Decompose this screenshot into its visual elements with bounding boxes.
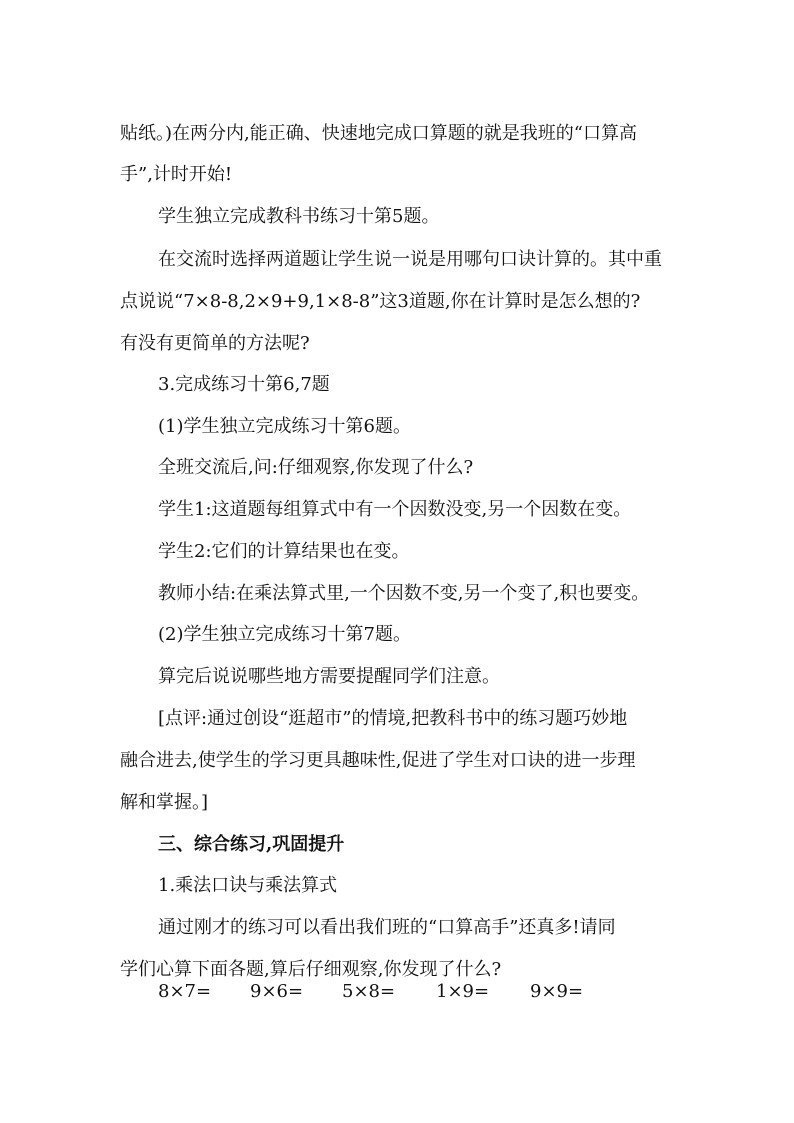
- paragraph-line: 学生2:它们的计算结果也在变。: [158, 541, 410, 562]
- paragraph-line: 学们心算下面各题,算后仔细观察,你发现了什么?: [120, 959, 502, 980]
- paragraph-line: (1)学生独立完成练习十第6题。: [158, 416, 411, 437]
- comment-line: 解和掌握。]: [120, 792, 209, 813]
- paragraph-line: 手”,计时开始!: [120, 164, 233, 185]
- paragraph-line: 贴纸。)在两分内,能正确、快速地完成口算题的就是我班的“口算高: [120, 123, 637, 144]
- paragraph-line: 学生1:这道题每组算式中有一个因数没变,另一个因数在变。: [158, 499, 632, 520]
- paragraph-line: 点说说“7×8-8,2×9+9,1×8-8”这3道题,你在计算时是怎么想的?: [120, 291, 641, 312]
- section-item: 1.乘法口诀与乘法算式: [158, 875, 338, 896]
- paragraph-line: 算完后说说哪些地方需要提醒同学们注意。: [158, 666, 500, 687]
- equation: 5×8=: [342, 981, 396, 1002]
- equation: 9×9=: [530, 981, 584, 1002]
- section-heading: 三、综合练习,巩固提升: [158, 834, 345, 855]
- equation: 9×6=: [250, 981, 304, 1002]
- paragraph-line: 教师小结:在乘法算式里,一个因数不变,另一个变了,积也要变。: [158, 583, 650, 604]
- paragraph-line: 学生独立完成教科书练习十第5题。: [158, 206, 440, 227]
- equation: 1×9=: [436, 981, 490, 1002]
- paragraph-line: 有没有更简单的方法呢?: [120, 333, 310, 354]
- paragraph-line: 在交流时选择两道题让学生说一说是用哪句口诀计算的。其中重: [158, 249, 662, 270]
- comment-line: [点评:通过创设“逛超市”的情境,把教科书中的练习题巧妙地: [158, 708, 628, 729]
- paragraph-line: 通过刚才的练习可以看出我们班的“口算高手”还真多!请同: [158, 917, 616, 938]
- paragraph-line: (2)学生独立完成练习十第7题。: [158, 624, 411, 645]
- section-item: 3.完成练习十第6,7题: [158, 374, 330, 395]
- comment-line: 融合进去,使学生的学习更具趣味性,促进了学生对口诀的进一步理: [120, 750, 636, 771]
- paragraph-line: 全班交流后,问:仔细观察,你发现了什么?: [158, 457, 474, 478]
- equation: 8×7=: [158, 981, 212, 1002]
